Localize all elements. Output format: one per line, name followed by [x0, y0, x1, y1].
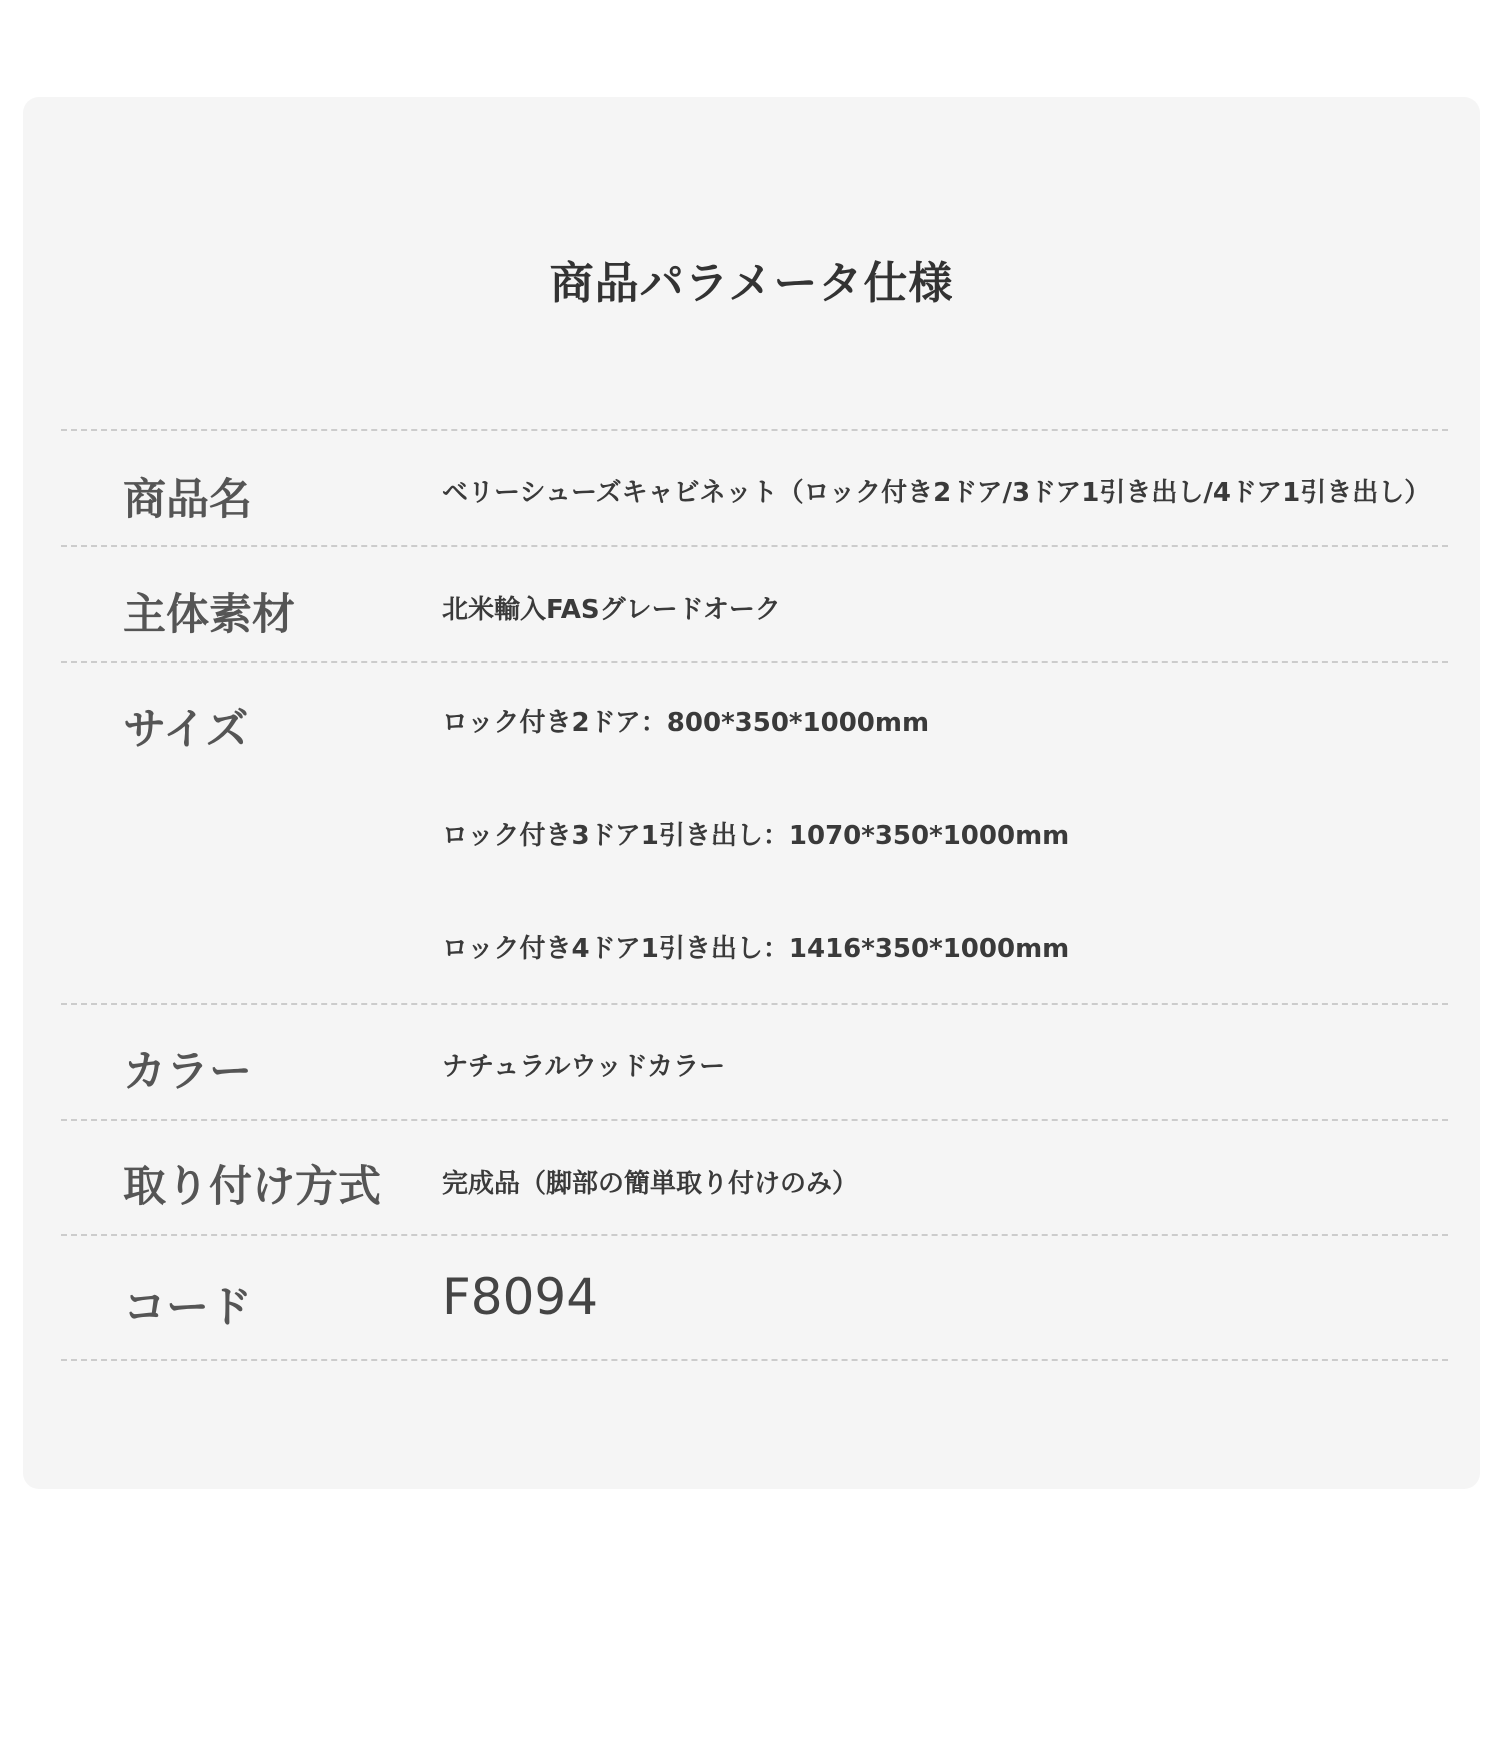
spec-value: ロック付き3ドア1引き出し：1070*350*1000mm: [442, 821, 1070, 851]
spec-value: 完成品（脚部の簡単取り付けのみ）: [442, 1169, 859, 1199]
spec-label: カラー: [123, 1047, 252, 1097]
spec-value: ロック付き4ドア1引き出し：1416*350*1000mm: [442, 934, 1070, 964]
page-title: 商品パラメータ仕様: [549, 258, 954, 309]
spec-label: コード: [123, 1283, 252, 1333]
spec-row-color: [61, 1005, 1448, 1121]
spec-label: 商品名: [123, 475, 252, 525]
spec-row-material: [61, 547, 1448, 663]
spec-card: [23, 97, 1480, 1489]
spec-value: ロック付き2ドア：800*350*1000mm: [442, 708, 930, 738]
spec-row-size: [61, 663, 1448, 1005]
spec-label: 取り付け方式: [123, 1162, 381, 1212]
spec-value: F8094: [442, 1268, 599, 1326]
spec-value: 北米輸入FASグレードオーク: [442, 595, 781, 625]
spec-row-installation: [61, 1121, 1448, 1236]
spec-row-product-name: [61, 431, 1448, 547]
spec-label: 主体素材: [123, 590, 295, 640]
spec-row-code: [61, 1236, 1448, 1361]
spec-label: サイズ: [123, 705, 249, 755]
spec-value: ベリーシューズキャビネット（ロック付き2ドア/3ドア1引き出し/4ドア1引き出し）: [442, 478, 1431, 508]
spec-table: [61, 429, 1448, 1361]
spec-value: ナチュラルウッドカラー: [442, 1052, 726, 1082]
